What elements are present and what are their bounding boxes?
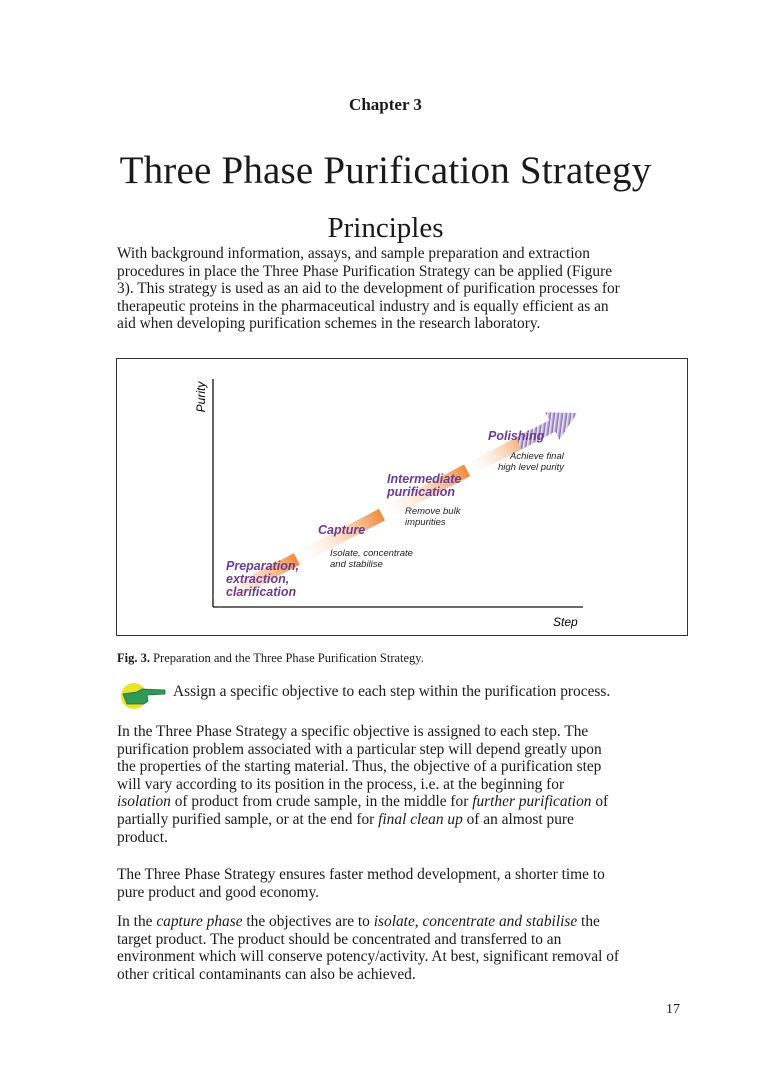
text-run: of product from crude sample, in the middle for xyxy=(170,793,473,811)
tip-text: Assign a specific objective to each step within the purification process. xyxy=(173,683,611,700)
text-line: environment which will conserve potency/activity. At best, significant removal of xyxy=(117,948,620,966)
text-line: pure product and good economy. xyxy=(117,883,320,901)
figure-caption xyxy=(117,651,424,666)
page-title: Three Phase Purification Strategy xyxy=(119,149,652,192)
x-axis-label: Step xyxy=(553,615,578,629)
text-line: will vary according to its position in the process, i.e. at the beginning for xyxy=(117,775,565,793)
stage-description: and stabilise xyxy=(330,559,383,570)
text-line: product. xyxy=(117,828,168,846)
stage-description: Remove bulk xyxy=(405,506,461,517)
emphasis: isolation xyxy=(117,793,171,811)
text-run: the objectives are to xyxy=(242,913,374,930)
text-line: target product. The product should be concentrated and transferred to an xyxy=(117,930,562,948)
stage-label: Intermediate xyxy=(387,472,462,486)
caption-label: Fig. 3. xyxy=(117,651,150,665)
body-paragraph xyxy=(117,913,677,983)
stage-description: impurities xyxy=(405,517,446,528)
text-run: partially purified sample, or at the end for xyxy=(117,810,379,828)
stage-label: Preparation, xyxy=(226,559,299,573)
text-run: of an almost pure xyxy=(462,810,574,828)
text-line: other critical contaminants can also be achieved. xyxy=(117,965,416,983)
body-paragraph xyxy=(117,866,677,901)
strategy-figure xyxy=(116,358,688,636)
text-line: The Three Phase Strategy ensures faster method development, a shorter time to xyxy=(117,866,605,883)
stage-label: Polishing xyxy=(488,429,545,443)
stage-label: purification xyxy=(387,485,456,499)
text-line: the properties of the starting material. Thus, the objective of a purification step xyxy=(117,758,602,776)
intro-line: With background information, assays, and sample preparation and extraction xyxy=(117,245,590,262)
y-axis-label: Purity xyxy=(194,381,208,413)
intro-paragraph xyxy=(117,245,677,333)
emphasis: capture phase xyxy=(156,913,243,930)
section-heading: Principles xyxy=(327,212,444,244)
tip-callout xyxy=(117,680,677,710)
intro-line: procedures in place the Three Phase Purification Strategy can be applied (Figure xyxy=(117,262,613,280)
intro-line: 3). This strategy is used as an aid to the development of purification processes for xyxy=(117,280,620,298)
intro-line: therapeutic proteins in the pharmaceutical industry and is equally efficient as an xyxy=(117,297,609,315)
body-paragraph xyxy=(117,723,677,846)
stage-label: Capture xyxy=(318,523,366,537)
text-line: In the Three Phase Strategy a specific objective is assigned to each step. The xyxy=(117,723,589,740)
text-line: purification problem associated with a particular step will depend greatly upon xyxy=(117,740,602,758)
caption-text: Preparation and the Three Phase Purification Strategy. xyxy=(149,651,424,665)
strategy-diagram xyxy=(117,359,687,635)
emphasis: isolate, concentrate and stabilise xyxy=(373,913,578,930)
text-run: the xyxy=(577,913,600,930)
stage-description: Isolate, concentrate xyxy=(330,548,413,559)
text-run: of xyxy=(591,793,609,811)
emphasis: final clean up xyxy=(378,810,463,828)
text-run: In the xyxy=(117,913,157,930)
stage-label: clarification xyxy=(226,585,297,599)
intro-line: aid when developing purification schemes in the research laboratory. xyxy=(117,315,541,333)
chapter-label: Chapter 3 xyxy=(349,95,422,114)
stage-description: Achieve final xyxy=(510,451,564,462)
pointing-hand-icon xyxy=(117,680,169,710)
stage-label: extraction, xyxy=(226,572,290,586)
page-number: 17 xyxy=(666,1002,680,1017)
stage-description: high level purity xyxy=(498,462,565,473)
emphasis: further purification xyxy=(472,793,592,811)
